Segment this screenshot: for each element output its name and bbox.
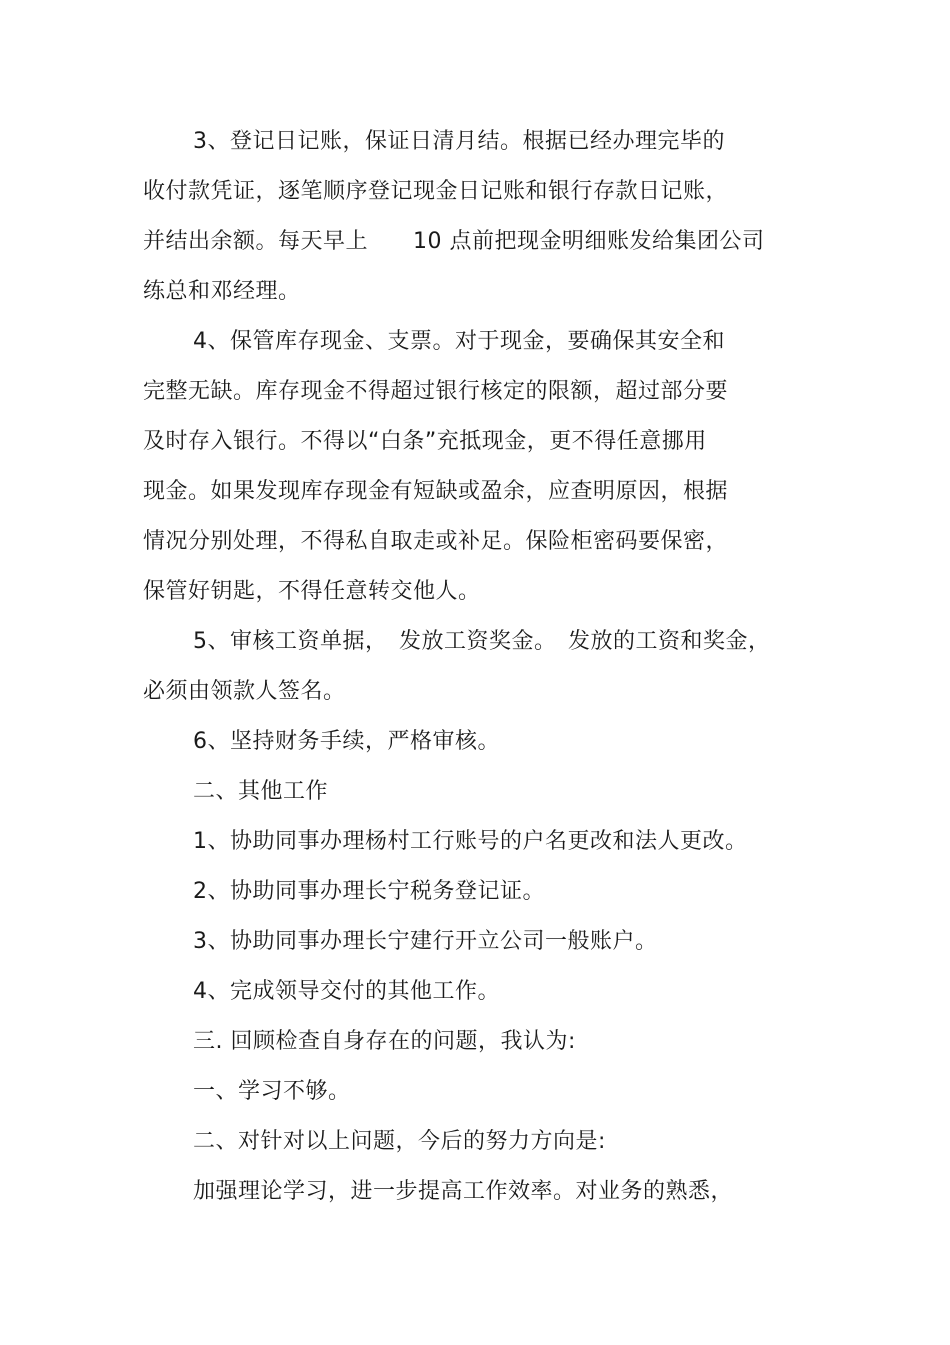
closing-paragraph-line-1: 加强理论学习，进一步提高工作效率。对业务的熟悉， [193, 1179, 734, 1204]
paragraph-4-line-3: 及时存入银行。不得以“白条”充抵现金，更不得任意挪用 [143, 429, 707, 454]
paragraph-5-line-1: 5、审核工资单据， 发放工资奖金。 发放的工资和奖金， [193, 629, 771, 654]
other-work-item-4: 4、完成领导交付的其他工作。 [193, 979, 500, 1004]
paragraph-3-line-1: 3、登记日记账，保证日清月结。根据已经办理完毕的 [193, 129, 725, 154]
paragraph-5-line-2: 必须由领款人签名。 [143, 679, 346, 704]
paragraph-4-line-2: 完整无缺。库存现金不得超过银行核定的限额，超过部分要 [143, 379, 729, 404]
paragraph-4-line-5: 情况分别处理，不得私自取走或补足。保险柜密码要保密， [143, 529, 729, 554]
section-heading-other-work: 二、其他工作 [193, 779, 329, 804]
review-item-2: 二、对针对以上问题，今后的努力方向是: [193, 1129, 606, 1154]
other-work-item-2: 2、协助同事办理长宁税务登记证。 [193, 879, 545, 904]
other-work-item-3: 3、协助同事办理长宁建行开立公司一般账户。 [193, 929, 658, 954]
paragraph-3-line-2: 收付款凭证，逐笔顺序登记现金日记账和银行存款日记账， [143, 179, 729, 204]
paragraph-6: 6、坚持财务手续，严格审核。 [193, 729, 500, 754]
paragraph-4-line-6: 保管好钥匙，不得任意转交他人。 [143, 579, 481, 604]
paragraph-3-line-4: 练总和邓经理。 [143, 279, 301, 304]
paragraph-3-line-3: 并结出余额。每天早上 10 点前把现金明细账发给集团公司 [143, 229, 765, 254]
section-heading-review: 三. 回顾检查自身存在的问题，我认为: [193, 1029, 576, 1054]
review-item-1: 一、学习不够。 [193, 1079, 351, 1104]
other-work-item-1: 1、协助同事办理杨村工行账号的户名更改和法人更改。 [193, 829, 748, 854]
paragraph-4-line-1: 4、保管库存现金、支票。对于现金，要确保其安全和 [193, 329, 725, 354]
paragraph-4-line-4: 现金。如果发现库存现金有短缺或盈余，应查明原因，根据 [143, 479, 729, 504]
